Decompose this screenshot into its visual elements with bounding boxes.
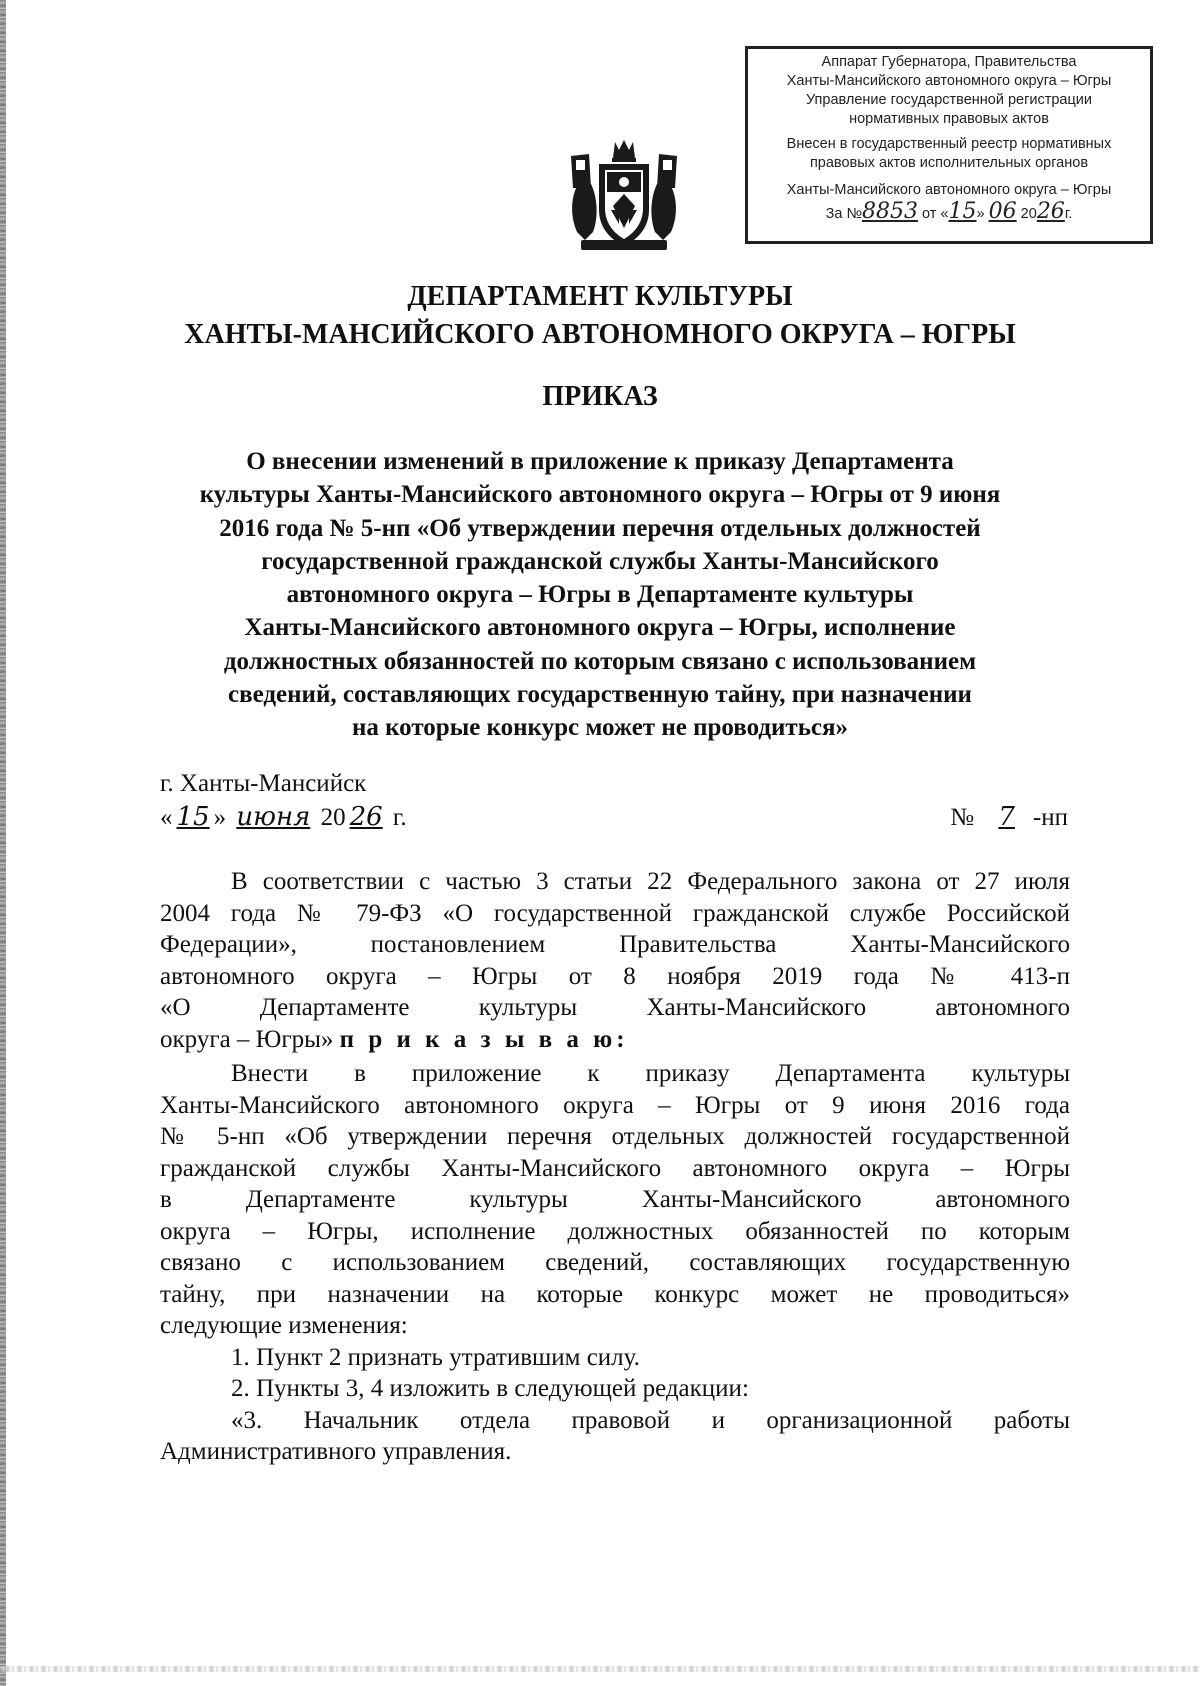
date-suffix: г. (392, 804, 407, 831)
item-3-line: «3. Начальник отдела правовой и организационной работы (231, 1406, 1070, 1434)
stamp-reg-year: 26 (1036, 199, 1065, 224)
main-line: в Департаменте культуры Ханты-Мансийского автономного (160, 1186, 1070, 1213)
preamble-line: автономного округа – Югры от 8 ноября 2019 года № 413-п (160, 962, 1070, 990)
preamble-line: Федерации», постановлением Правительства Ханты-Мансийского (160, 931, 1070, 958)
preamble-last-line (160, 1024, 1070, 1056)
city: г. Ханты-Мансийск (160, 770, 367, 797)
stamp-reg-number: 8853 (862, 199, 919, 224)
stamp-reg-from: от « (922, 206, 949, 222)
number-prefix: № (950, 804, 975, 831)
stamp-line: правовых актов исполнительных органов (809, 155, 1089, 171)
stamp-reg-suffix: г. (1064, 206, 1073, 222)
preamble-last: округа – Югры» (160, 1025, 334, 1053)
subject-line: О внесении изменений в приложение к приказу Департамента (246, 448, 954, 475)
main-line: округа – Югры, исполнение должностных обязанностей по которым (160, 1217, 1070, 1245)
stamp-line: Ханты-Мансийского автономного округа – Югры (786, 73, 1112, 89)
order-date (160, 800, 407, 835)
main-line: связано с использованием сведений, составляющих государственную (160, 1249, 1070, 1276)
number-suffix: -нп (1032, 804, 1068, 831)
subject-line: Ханты-Мансийского автономного округа – Югры, исполнение (244, 614, 956, 642)
subject-line: 2016 года № 5-нп «Об утверждении перечня отдельных должностей (219, 514, 981, 542)
preamble-line: В соответствии с частью 3 статьи 22 Федерального закона от 27 июля (231, 868, 1070, 895)
item-2: 2. Пункты 3, 4 изложить в следующей редакции: (231, 1375, 749, 1402)
subject-line: автономного округа – Югры в Департаменте культуры (286, 581, 914, 609)
subject-line: сведений, составляющих государственную тайну, при назначении (228, 681, 972, 709)
stamp-line: Аппарат Губернатора, Правительства (821, 54, 1077, 70)
preamble-paragraph (160, 866, 1070, 1055)
main-last-line: следующие изменения: (160, 1312, 408, 1339)
date-year: 26 (349, 802, 383, 832)
preamble-line: «О Департаменте культуры Ханты-Мансийского автономного (160, 994, 1070, 1021)
coat-of-arms-icon (563, 136, 685, 256)
item-3-line: Административного управления. (160, 1438, 512, 1465)
stamp-reg-prefix: За № (825, 206, 863, 222)
item-1: 1. Пункт 2 признать утратившим силу. (231, 1343, 640, 1371)
registration-stamp (745, 46, 1153, 244)
main-paragraph (160, 1058, 1070, 1468)
stamp-line: Управление государственной регистрации (805, 92, 1093, 108)
main-line: Ханты-Мансийского автономного округа – Югры от 9 июня 2016 года (160, 1091, 1070, 1119)
main-line: № 5-нп «Об утверждении перечня отдельных должностей государственной (160, 1123, 1070, 1150)
date-month: июня (236, 802, 311, 832)
date-open: « (160, 804, 173, 831)
order-subject (0, 445, 1200, 745)
stamp-registration-line (748, 199, 1150, 224)
date-close: » (213, 804, 227, 831)
subject-line: должностных обязанностей по которым связано с использованием (223, 647, 977, 675)
main-line: Внести в приложение к приказу Департамента культуры (231, 1060, 1070, 1087)
main-line: тайну, при назначении на которые конкурс может не проводиться» (160, 1280, 1070, 1308)
date-year-prefix: 20 (320, 804, 346, 831)
main-line: гражданской службы Ханты-Мансийского автономного округа – Югры (160, 1154, 1070, 1182)
subject-line: государственной гражданской службы Ханты-Мансийского (261, 547, 939, 575)
subject-line: на которые конкурс может не проводиться» (351, 714, 849, 742)
preamble-line: 2004 года № 79-ФЗ «О государственной гражданской службе Российской (160, 899, 1070, 927)
subject-line: культуры Ханты-Мансийского автономного округа – Югры от 9 июня (199, 481, 1001, 509)
number-value: 7 (998, 802, 1015, 832)
scan-edge (0, 0, 6, 1686)
scan-bottom-edge (0, 1666, 1200, 1672)
stamp-reg-day: 15 (948, 199, 977, 224)
date-day: 15 (176, 802, 210, 832)
stamp-line: Внесен в государственный реестр нормативных (786, 136, 1112, 152)
stamp-reg-year-prefix: 20 (1020, 206, 1037, 222)
department-line: ХАНТЫ-МАНСИЙСКОГО АВТОНОМНОГО ОКРУГА – ЮГРЫ (184, 319, 1016, 350)
stamp-line: Ханты-Мансийского автономного округа – Югры (786, 182, 1112, 198)
order-number (950, 800, 1068, 835)
department-line: ДЕПАРТАМЕНТ КУЛЬТУРЫ (407, 281, 793, 312)
order-title: ПРИКАЗ (542, 381, 658, 412)
order-command: п р и к а з ы в а ю: (339, 1025, 629, 1053)
stamp-reg-month: 06 (988, 199, 1017, 224)
stamp-line: нормативных правовых актов (849, 111, 1049, 127)
stamp-reg-day-close: » (976, 206, 985, 222)
department-name (0, 278, 1200, 354)
